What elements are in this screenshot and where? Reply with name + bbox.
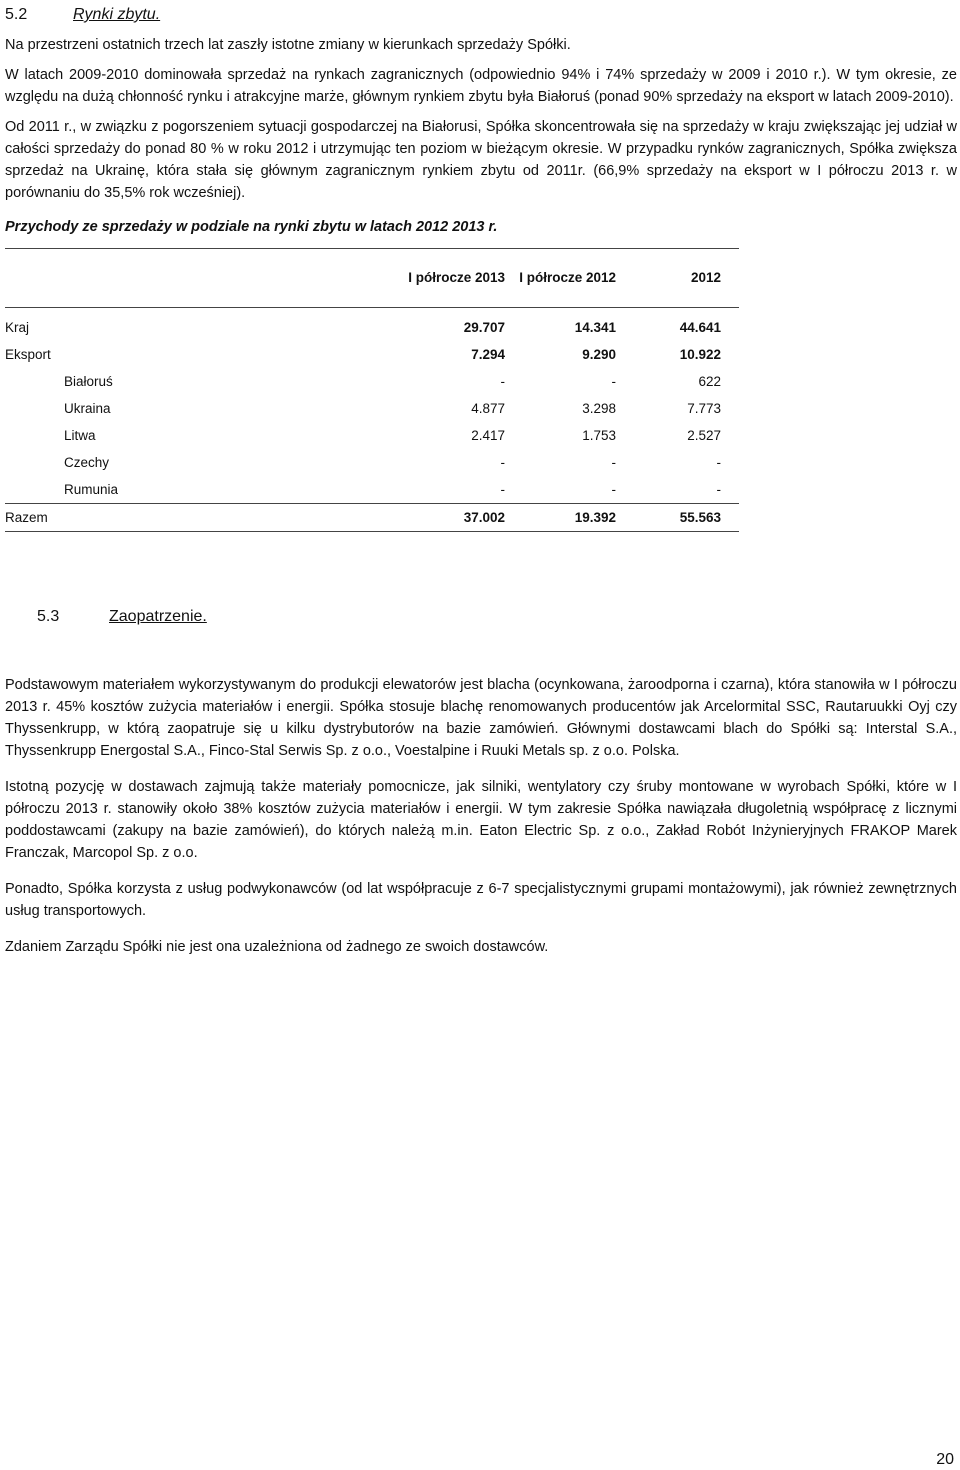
paragraph: Ponadto, Spółka korzysta z usług podwykonawców (od lat współpracuje z 6-7 specjalistycznymi grupami montażowymi), jak również zewnętrznych usług transportowych. bbox=[5, 881, 957, 919]
table-cell: - bbox=[716, 482, 721, 497]
section-heading-5-3 bbox=[37, 604, 957, 630]
table-row bbox=[5, 368, 739, 395]
page-number: 20 bbox=[936, 1451, 954, 1468]
column-header: I półrocze 2013 bbox=[408, 270, 505, 285]
table-cell: 7.773 bbox=[687, 401, 721, 416]
table-cell: 37.002 bbox=[463, 510, 505, 525]
table-header-row bbox=[5, 249, 739, 307]
table-cell: 622 bbox=[698, 374, 721, 389]
row-label: Białoruś bbox=[64, 374, 113, 389]
row-label: Eksport bbox=[5, 347, 51, 362]
table-cell: 9.290 bbox=[582, 347, 616, 362]
column-header: I półrocze 2012 bbox=[519, 270, 616, 285]
paragraph: W latach 2009-2010 dominowała sprzedaż na rynkach zagranicznych (odpowiednio 94% i 74% sprzedaży w 2009 i 2010 r.). W tym okresie, ze względu na dużą chłonność rynku i atrakcyjne marże, głównym rynkiem zbytu była Białoruś (ponad 90% sprzedaży na eksport w latach 2009-2010). bbox=[5, 67, 957, 105]
table-cell: 1.753 bbox=[582, 428, 616, 443]
sales-markets-table bbox=[5, 248, 739, 532]
document-page bbox=[5, 0, 957, 958]
section-number: 5.2 bbox=[5, 6, 28, 23]
table-cell: 2.417 bbox=[471, 428, 505, 443]
paragraph: Podstawowym materiałem wykorzystywanym do produkcji elewatorów jest blacha (ocynkowana, żaroodporna i czarna), która stanowiła w I półroczu 2013 r. 45% kosztów zużycia materiałów i energii. Spółka stosuje blachę renomowanych producentów jak Arcelormital SSC, Rautaruukki Oyj czy Thyssenkrupp, w którą zaopatruje się u kilku dystrybutorów na bazie zamówień. Głównymi dostawcami blach do Spółki są: Interstal S.A., Thyssenkrupp Energostal S.A., Finco-Stal Serwis Sp. z o.o., Voestalpine i Ruuki Metals sp. z o.o. Polska. bbox=[5, 677, 957, 759]
table-cell: - bbox=[716, 455, 721, 470]
table-bottom-rule bbox=[5, 531, 739, 532]
section-heading-5-2 bbox=[5, 2, 957, 28]
table-cell: 10.922 bbox=[679, 347, 721, 362]
table-cell: - bbox=[500, 374, 505, 389]
table-cell: - bbox=[611, 482, 616, 497]
table-cell: - bbox=[611, 374, 616, 389]
table-row bbox=[5, 395, 739, 422]
row-label: Kraj bbox=[5, 320, 30, 335]
table-cell: 2.527 bbox=[687, 428, 721, 443]
row-label: Ukraina bbox=[64, 401, 111, 416]
row-label: Litwa bbox=[64, 428, 96, 443]
table-cell: 3.298 bbox=[582, 401, 616, 416]
table-row bbox=[5, 422, 739, 449]
paragraph: Istotną pozycję w dostawach zajmują także materiały pomocnicze, jak silniki, wentylatory czy śruby montowane w wyrobach Spółki, które w I półroczu 2013 r. stanowiły około 38% kosztów zużycia materiałów i energii. W tym zakresie Spółka nawiązała długoletnią współpracę z licznymi poddostawcami (zakupy na bazie zamówień), do których należą m.in. Eaton Electric Sp. z o.o., Zakład Robót Inżynieryjnych FRAKOP Marek Franczak, Marcopol Sp. z o.o. bbox=[5, 779, 957, 861]
table-cell: 7.294 bbox=[471, 347, 505, 362]
table-cell: - bbox=[611, 455, 616, 470]
table-row bbox=[5, 341, 739, 368]
row-label: Razem bbox=[5, 510, 48, 525]
table-cell: 14.341 bbox=[574, 320, 616, 335]
table-cell: - bbox=[500, 482, 505, 497]
paragraph: Na przestrzeni ostatnich trzech lat zaszły istotne zmiany w kierunkach sprzedaży Spółki. bbox=[5, 37, 571, 53]
table-cell: 55.563 bbox=[679, 510, 721, 525]
paragraph: Od 2011 r., w związku z pogorszeniem sytuacji gospodarczej na Białorusi, Spółka skoncentrowała się na sprzedaży w kraju zwiększając jej udział w całości sprzedaży do ponad 80 % w roku 2012 i utrzymując ten poziom w bieżącym okresie. W przypadku rynków zagranicznych, Spółka zwiększa sprzedaż na Ukrainę, która stała się głównym zagranicznym rynkiem zbytu od 2011r. (66,9% sprzedaży na eksport w I półroczu 2013 r. w porównaniu do 35,5% rok wcześniej). bbox=[5, 119, 957, 201]
table-cell: 44.641 bbox=[679, 320, 721, 335]
section-title: Zaopatrzenie. bbox=[109, 608, 207, 625]
row-label: Rumunia bbox=[64, 482, 119, 497]
table-row bbox=[5, 314, 739, 341]
row-label: Czechy bbox=[64, 455, 110, 470]
table-total-row bbox=[5, 504, 739, 531]
table-row bbox=[5, 449, 739, 476]
section-title: Rynki zbytu. bbox=[73, 6, 161, 23]
table-caption: Przychody ze sprzedaży w podziale na rynki zbytu w latach 2012 2013 r. bbox=[5, 219, 498, 235]
section-number: 5.3 bbox=[37, 608, 60, 625]
table-cell: 4.877 bbox=[471, 401, 505, 416]
paragraph: Zdaniem Zarządu Spółki nie jest ona uzależniona od żadnego ze swoich dostawców. bbox=[5, 939, 549, 955]
column-header: 2012 bbox=[690, 270, 721, 285]
table-row bbox=[5, 476, 739, 503]
table-cell: 29.707 bbox=[463, 320, 505, 335]
table-cell: - bbox=[500, 455, 505, 470]
table-cell: 19.392 bbox=[574, 510, 616, 525]
